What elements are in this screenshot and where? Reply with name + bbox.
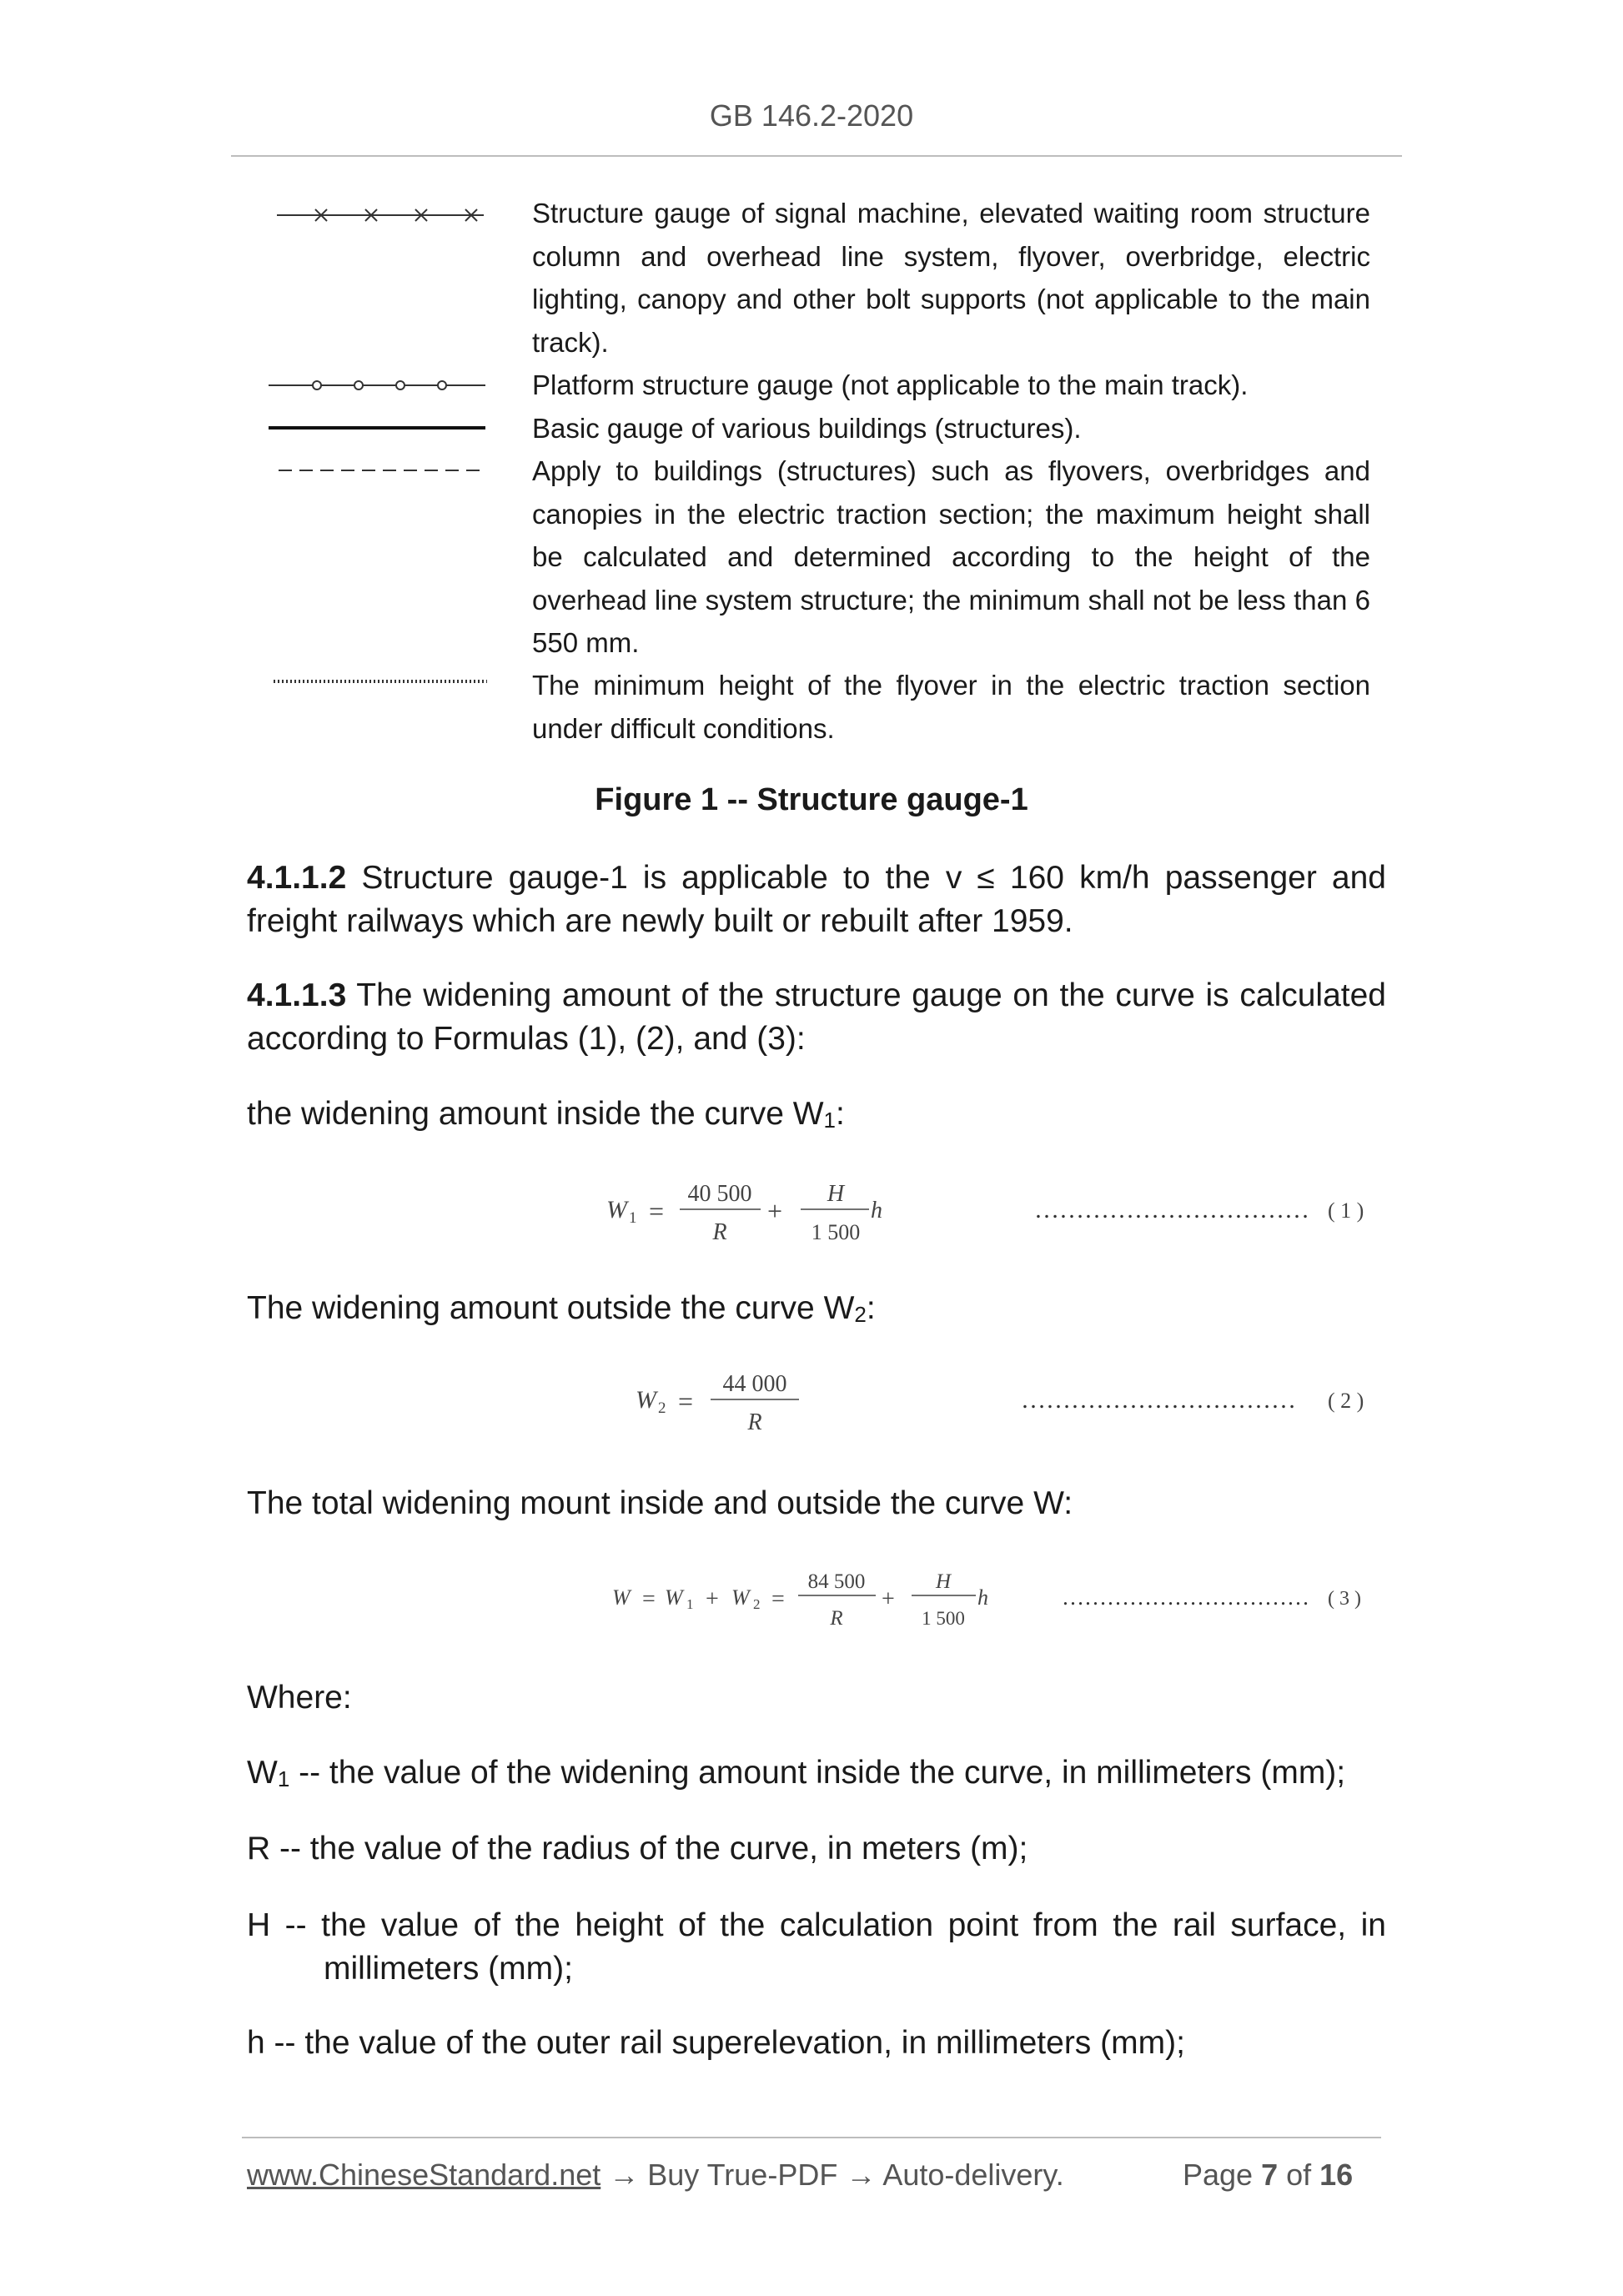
x-mark-line-symbol xyxy=(267,203,488,228)
clause-text: The widening amount of the structure gauge on the curve is calculated according to Formulas (1), (2), and (3): xyxy=(247,977,1386,1057)
footer-tail: → Buy True-PDF → Auto-delivery. xyxy=(600,2158,1064,2192)
intro-w2: The widening amount outside the curve $W_2$: xyxy=(247,1290,876,1327)
clause-number: 4.1.1.2 xyxy=(247,860,347,896)
formula-numerator: H xyxy=(935,1570,952,1593)
where-h-upper: H -- the value of the height of the calculation point from the rail surface, in millimeters (mm); xyxy=(247,1907,1386,1987)
svg-text:=: = xyxy=(771,1586,785,1612)
formula-w2: W xyxy=(731,1585,750,1610)
svg-text:+: + xyxy=(767,1196,783,1226)
dashed-line-symbol xyxy=(267,458,488,483)
formula-1 xyxy=(0,1169,1623,1261)
footer-promo xyxy=(247,2158,1064,2193)
formula-w1-sub: 1 xyxy=(686,1596,694,1612)
page-number: Page 7 of 16 xyxy=(1183,2158,1354,2192)
formula-numerator: 44 000 xyxy=(722,1371,787,1397)
total-pages: 16 xyxy=(1319,2158,1354,2192)
formula-denominator: 1 500 xyxy=(922,1608,965,1629)
formula-denominator: R xyxy=(712,1219,727,1245)
where-label: Where: xyxy=(247,1680,352,1716)
figure-caption: Figure 1 -- Structure gauge-1 xyxy=(595,782,1028,817)
formula-number: ( 2 ) xyxy=(1328,1389,1364,1413)
clause-text: Structure gauge-1 is applicable to the v ≤ 160 km/h passenger and freight railways which are newly built or rebuilt after 1959. xyxy=(247,860,1386,939)
header-divider xyxy=(231,155,1402,157)
formula-3 xyxy=(0,1558,1623,1650)
formula-lhs-sub: 1 xyxy=(629,1209,637,1227)
formula-number: ( 3 ) xyxy=(1328,1588,1361,1610)
formula-lhs: W xyxy=(636,1386,656,1414)
formula-denominator: R xyxy=(830,1607,843,1630)
formula-factor: h xyxy=(977,1585,988,1610)
where-h-lower: h -- the value of the outer rail superelevation, in millimeters (mm); xyxy=(247,2025,1185,2061)
formula-2 xyxy=(0,1359,1623,1451)
clause-4-1-1-3 xyxy=(247,974,1386,1061)
formula-factor: h xyxy=(871,1198,882,1223)
footer-divider xyxy=(242,2137,1381,2138)
current-page: 7 xyxy=(1261,2158,1279,2192)
formula-lhs: W xyxy=(606,1196,627,1223)
circle-mark-line-symbol xyxy=(267,373,488,398)
formula-leader-dots: …………………………… xyxy=(1034,1196,1309,1223)
formula-denominator: 1 500 xyxy=(811,1220,861,1244)
svg-text:+: + xyxy=(882,1586,895,1612)
where-w1: $W_1$ -- the value of the widening amount inside the curve, in millimeters (mm); xyxy=(247,1755,1346,1791)
legend-text-platform: Platform structure gauge (not applicable to the main track). xyxy=(532,369,1249,400)
formula-leader-dots: …………………………… xyxy=(1021,1386,1296,1414)
svg-text:+: + xyxy=(706,1586,719,1612)
where-r: R -- the value of the radius of the curve, in meters (m); xyxy=(247,1831,1028,1866)
svg-text:=: = xyxy=(642,1586,656,1612)
formula-w2-sub: 2 xyxy=(753,1596,761,1612)
formula-denominator: R xyxy=(747,1409,762,1435)
legend-text-electric: Apply to buildings (structures) such as flyovers, overbridges and canopies in the electric traction section; the maximum height shall be calculated and determined according to the height of the overhead line system structure; the minimum shall not be less than 6 550 mm. xyxy=(532,455,1370,658)
website-link[interactable]: www.ChineseStandard.net xyxy=(247,2158,601,2192)
formula-w1: W xyxy=(665,1585,683,1610)
formula-lhs-sub: 2 xyxy=(658,1399,666,1417)
formula-lhs: W xyxy=(612,1585,631,1610)
svg-text:=: = xyxy=(678,1386,694,1416)
formula-leader-dots: …………………………… xyxy=(1062,1585,1309,1610)
intro-w-total: The total widening mount inside and outside the curve W: xyxy=(247,1485,1073,1521)
clause-number: 4.1.1.3 xyxy=(247,977,347,1013)
svg-text:=: = xyxy=(649,1196,665,1226)
formula-number: ( 1 ) xyxy=(1328,1198,1364,1223)
legend-text-flyover: The minimum height of the flyover in the electric traction section under difficult conditions. xyxy=(532,670,1370,744)
formula-numerator: H xyxy=(827,1181,845,1207)
legend-text-signal: Structure gauge of signal machine, elevated waiting room structure column and overhead line system, flyover, overbridge, electric lighting, canopy and other bolt supports (not applicable to the main track). xyxy=(532,198,1370,358)
dotted-line-symbol xyxy=(267,669,488,694)
solid-line-symbol xyxy=(267,415,488,440)
intro-w1: the widening amount inside the curve $W_1$: xyxy=(247,1096,845,1133)
clause-4-1-1-2 xyxy=(247,857,1386,943)
legend-text-basic: Basic gauge of various buildings (structures). xyxy=(532,413,1082,444)
formula-numerator: 84 500 xyxy=(807,1570,866,1593)
page-header: GB 146.2-2020 xyxy=(709,98,914,133)
formula-numerator: 40 500 xyxy=(687,1181,752,1207)
